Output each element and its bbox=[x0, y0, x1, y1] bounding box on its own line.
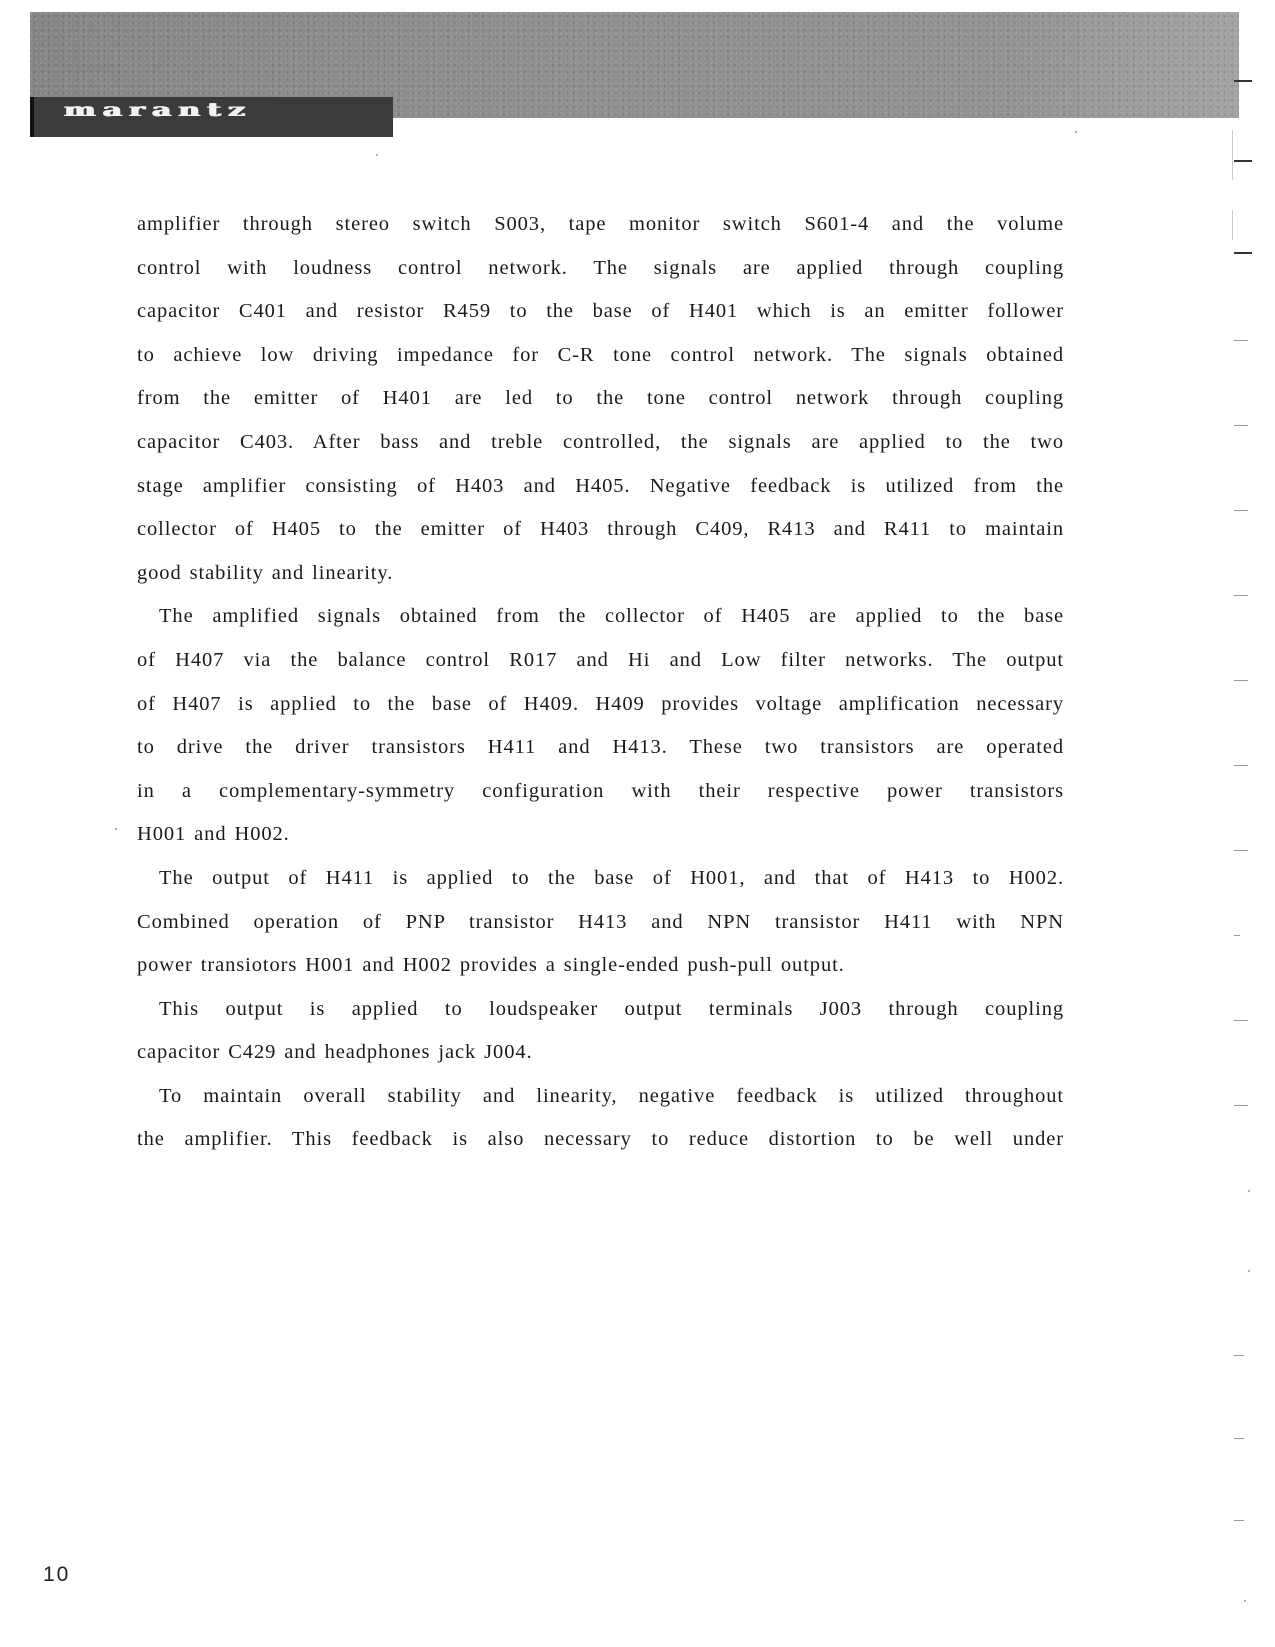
document-body bbox=[137, 203, 1064, 1162]
text-line: The amplified signals obtained from the collector of H405 are applied to the base bbox=[159, 605, 1064, 628]
scan-speck bbox=[115, 828, 117, 830]
paragraph bbox=[137, 1075, 1064, 1162]
text-line: of H407 is applied to the base of H409. H409 provides voltage amplification necessary bbox=[137, 692, 1064, 715]
text-line: The output of H411 is applied to the base of H001, and that of H413 to H002. bbox=[159, 866, 1064, 889]
text-line: power transiotors H001 and H002 provides a single-ended push-pull output. bbox=[137, 954, 845, 977]
text-line: amplifier through stereo switch S003, tape monitor switch S601-4 and the volume bbox=[137, 213, 1064, 235]
brand-logo: marantz bbox=[64, 99, 253, 121]
brand-logo-box bbox=[30, 97, 393, 137]
text-line: control with loudness control network. The signals are applied through coupling bbox=[137, 256, 1064, 279]
paragraph bbox=[137, 857, 1064, 988]
text-line: to drive the driver transistors H411 and H413. These two transistors are operated bbox=[137, 736, 1064, 759]
text-line: capacitor C429 and headphones jack J004. bbox=[137, 1041, 533, 1064]
text-line: This output is applied to loudspeaker output terminals J003 through coupling bbox=[159, 997, 1064, 1020]
text-line: the amplifier. This feedback is also necessary to reduce distortion to be well under bbox=[137, 1128, 1064, 1151]
text-line: To maintain overall stability and linearity, negative feedback is utilized throughout bbox=[159, 1084, 1064, 1107]
paragraph bbox=[137, 988, 1064, 1075]
text-line: Combined operation of PNP transistor H413 and NPN transistor H411 with NPN bbox=[137, 910, 1064, 933]
text-line: collector of H405 to the emitter of H403 through C409, R413 and R411 to maintain bbox=[137, 518, 1064, 541]
text-line: stage amplifier consisting of H403 and H405. Negative feedback is utilized from the bbox=[137, 474, 1064, 497]
paragraph bbox=[137, 595, 1064, 857]
scan-margin-marks bbox=[1232, 30, 1262, 1630]
text-line: of H407 via the balance control R017 and Hi and Low filter networks. The output bbox=[137, 648, 1064, 671]
text-line: to achieve low driving impedance for C-R tone control network. The signals obtained bbox=[137, 343, 1064, 366]
text-line: in a complementary-symmetry configuration with their respective power transistors bbox=[137, 779, 1064, 802]
text-line: capacitor C403. After bass and treble controlled, the signals are applied to the two bbox=[137, 430, 1064, 453]
text-line: from the emitter of H401 are led to the tone control network through coupling bbox=[137, 387, 1064, 410]
scan-speck bbox=[1075, 131, 1077, 133]
scan-speck bbox=[376, 154, 378, 156]
text-line: H001 and H002. bbox=[137, 823, 290, 846]
text-line: good stability and linearity. bbox=[137, 561, 394, 584]
page-number: 10 bbox=[43, 1563, 71, 1586]
text-line: capacitor C401 and resistor R459 to the base of H401 which is an emitter follower bbox=[137, 300, 1064, 323]
paragraph bbox=[137, 203, 1064, 595]
